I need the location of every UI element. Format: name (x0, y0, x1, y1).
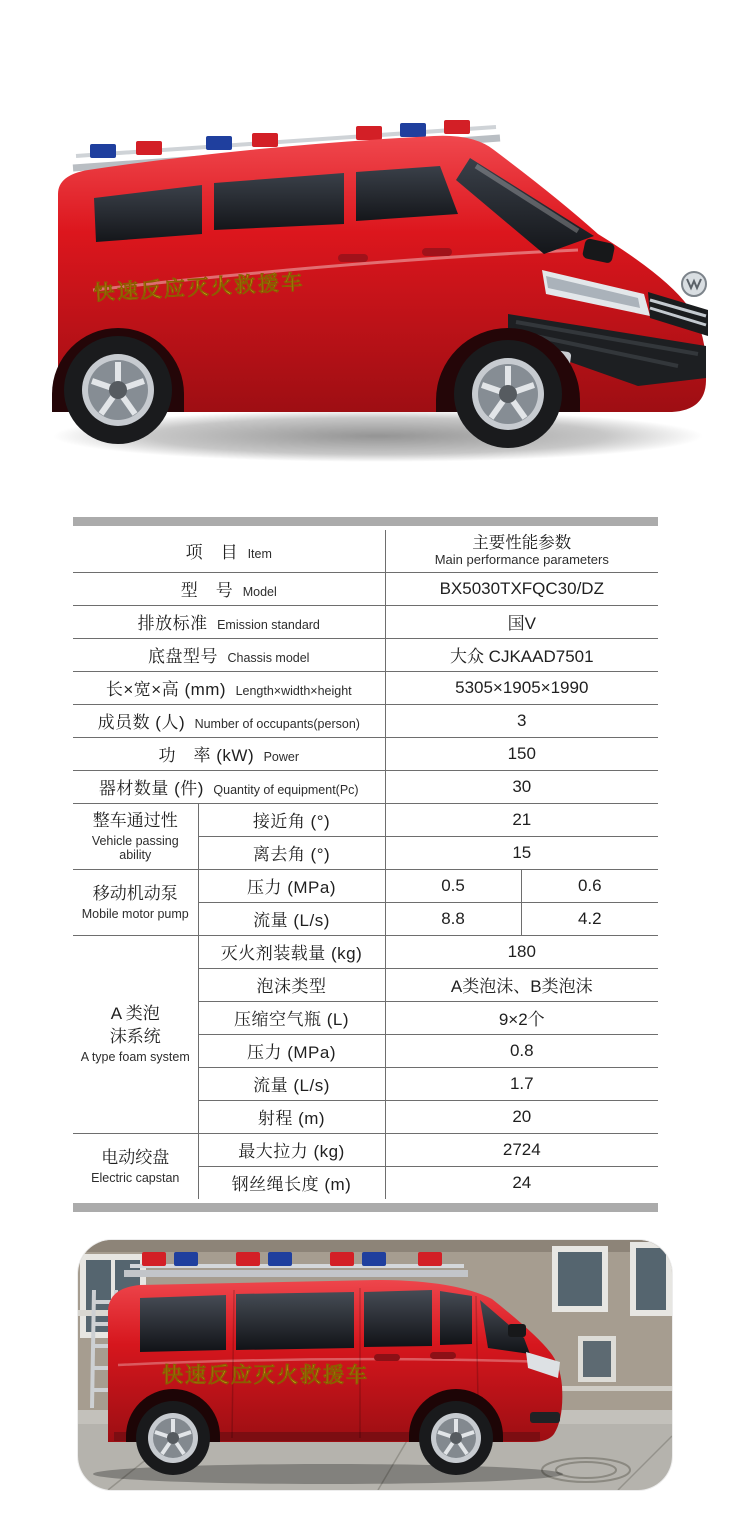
header-params-zh: 主要性能参数 (472, 534, 572, 553)
spec-row-max-pull (73, 1133, 658, 1166)
row-value: 20 (385, 1100, 658, 1133)
group-label-en: Electric capstan (91, 1171, 180, 1186)
row-label (198, 1166, 385, 1199)
row-value: 21 (385, 803, 658, 836)
row-label (198, 803, 385, 836)
row-label (73, 671, 385, 704)
label-en: Model (242, 585, 277, 599)
vehicle-photo-side (78, 1240, 672, 1490)
spec-row-dimensions (73, 671, 658, 704)
row-label (198, 1067, 385, 1100)
row-label (73, 605, 385, 638)
group-mobile-pump (73, 869, 198, 935)
label-zh: 压力 (MPa) (247, 878, 336, 897)
side-banner-text: 快速反应灭火救援车 (93, 270, 306, 305)
spec-row-emission (73, 605, 658, 638)
row-value: 2724 (385, 1133, 658, 1166)
row-label (198, 968, 385, 1001)
group-label-zh: 移动机动泵 (92, 883, 178, 903)
row-label (73, 737, 385, 770)
spec-row-model (73, 572, 658, 605)
spec-row-approach-angle (73, 803, 658, 836)
label-zh: 流量 (L/s) (253, 911, 330, 930)
row-label (198, 1100, 385, 1133)
label-zh: 功 率 (kW) (158, 746, 255, 765)
row-label (198, 869, 385, 902)
group-label-zh-line1: A 类泡 (110, 1004, 160, 1024)
spec-table-section (73, 517, 658, 1212)
label-zh: 流量 (L/s) (253, 1076, 330, 1095)
row-value: 1.7 (385, 1067, 658, 1100)
spec-row-chassis (73, 638, 658, 671)
group-electric-capstan (73, 1133, 198, 1199)
row-value: 15 (385, 836, 658, 869)
group-foam-system (73, 935, 198, 1133)
label-zh: 底盘型号 (148, 647, 219, 666)
row-value: 9×2个 (385, 1001, 658, 1034)
group-label-en: Vehicle passing ability (91, 833, 179, 862)
row-label (198, 1133, 385, 1166)
row-value: BX5030TXFQC30/DZ (385, 572, 658, 605)
vehicle-photo-front-quarter (38, 78, 728, 486)
group-label-en: Mobile motor pump (81, 906, 189, 921)
row-label (73, 638, 385, 671)
row-label (198, 1034, 385, 1067)
label-zh: 接近角 (°) (252, 812, 331, 831)
label-zh: 灭火剂装载量 (kg) (220, 944, 363, 963)
spec-row-agent-load (73, 935, 658, 968)
spec-row-power (73, 737, 658, 770)
header-params-cell (385, 530, 658, 572)
rear-wheel (136, 1401, 210, 1475)
row-value: 24 (385, 1166, 658, 1199)
row-label (198, 902, 385, 935)
group-label-zh: 整车通过性 (92, 810, 178, 830)
label-zh: 压缩空气瓶 (L) (234, 1010, 349, 1029)
label-en: Quantity of equipment(Pc) (213, 783, 359, 797)
lower-grille (530, 1412, 560, 1423)
row-value-b: 4.2 (521, 902, 658, 935)
spec-row-occupants (73, 704, 658, 737)
header-item-zh: 项 目 (185, 543, 239, 563)
row-value: 5305×1905×1990 (385, 671, 658, 704)
label-zh: 离去角 (°) (252, 845, 331, 864)
label-zh: 型 号 (180, 581, 234, 600)
row-value: A类泡沫、B类泡沫 (385, 968, 658, 1001)
label-zh: 排放标准 (137, 614, 208, 633)
row-value: 大众 CJKAAD7501 (385, 638, 658, 671)
group-label-en: A type foam system (80, 1050, 190, 1065)
row-label (198, 935, 385, 968)
table-top-bar (73, 517, 658, 526)
header-item-cell (73, 530, 385, 572)
label-en: Chassis model (227, 651, 310, 665)
row-label (73, 704, 385, 737)
row-value-b: 0.6 (521, 869, 658, 902)
row-value-a: 8.8 (385, 902, 521, 935)
spec-row-equipment-qty (73, 770, 658, 803)
label-zh: 器材数量 (件) (98, 779, 204, 798)
label-zh: 成员数 (人) (97, 713, 186, 732)
spec-row-pump-pressure (73, 869, 658, 902)
label-zh: 泡沫类型 (256, 977, 327, 996)
label-en: Number of occupants(person) (194, 717, 360, 731)
row-value: 国V (385, 605, 658, 638)
group-label-zh: 电动绞盘 (101, 1148, 170, 1168)
header-params-en: Main performance parameters (434, 552, 609, 568)
label-zh: 压力 (MPa) (247, 1043, 336, 1062)
label-en: Power (263, 750, 299, 764)
row-value: 3 (385, 704, 658, 737)
front-wheel (454, 340, 562, 448)
front-wheel (419, 1401, 493, 1475)
row-label (73, 572, 385, 605)
label-zh: 钢丝绳长度 (m) (231, 1175, 352, 1195)
row-value-a: 0.5 (385, 869, 521, 902)
label-en: Length×width×height (235, 684, 352, 698)
row-label (198, 1001, 385, 1034)
row-value: 0.8 (385, 1034, 658, 1067)
label-zh: 射程 (m) (257, 1109, 326, 1128)
row-value: 150 (385, 737, 658, 770)
van-front-quarter-illustration (38, 78, 728, 486)
header-item-en: Item (247, 547, 272, 562)
row-label (73, 770, 385, 803)
row-value: 30 (385, 770, 658, 803)
row-value: 180 (385, 935, 658, 968)
table-bottom-bar (73, 1203, 658, 1212)
vw-badge (682, 272, 706, 296)
group-passing-ability (73, 803, 198, 869)
spec-table (73, 530, 658, 1199)
label-zh: 最大拉力 (kg) (238, 1142, 345, 1161)
side-mirror (508, 1324, 526, 1337)
label-en: Emission standard (217, 618, 320, 632)
group-label-zh-line2: 沫系统 (109, 1027, 161, 1047)
side-banner-text: 快速反应灭火救援车 (162, 1364, 369, 1387)
van-side-illustration (78, 1240, 672, 1490)
label-zh: 长×宽×高 (mm) (105, 680, 227, 699)
rear-wheel (64, 336, 172, 444)
spec-header-row (73, 530, 658, 572)
row-label (198, 836, 385, 869)
